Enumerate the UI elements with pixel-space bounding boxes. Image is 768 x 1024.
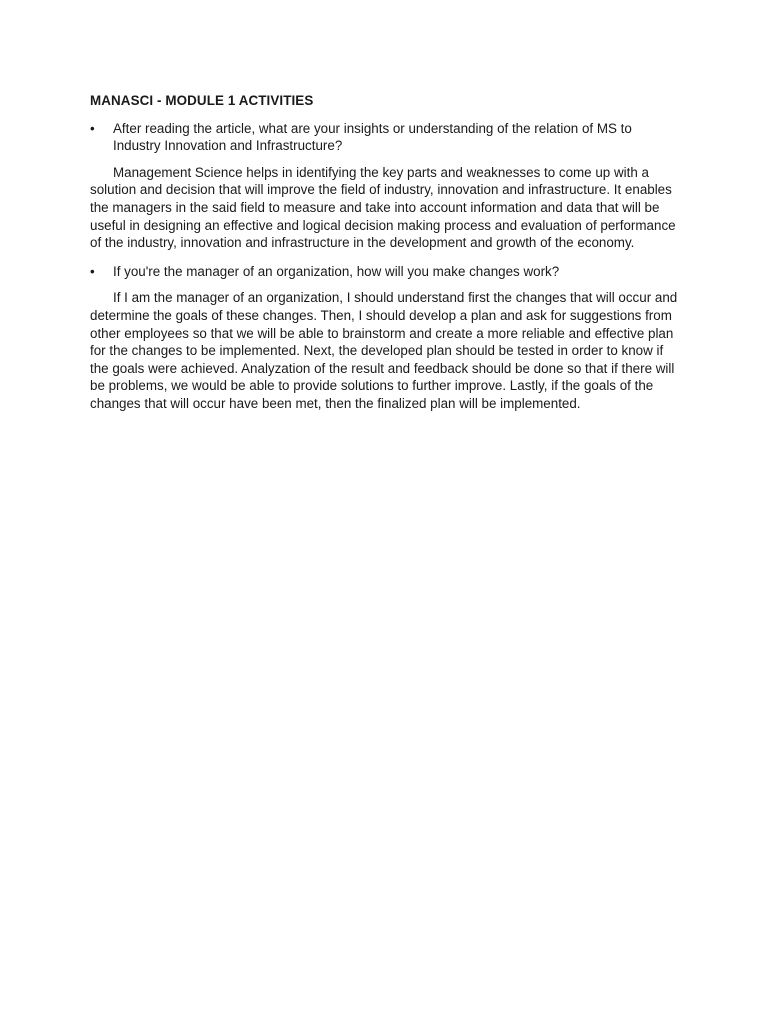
bullet-icon: • (90, 263, 95, 279)
answer-paragraph: Management Science helps in identifying the key parts and weaknesses to come up with a solution and decision that will improve the field of industry, innovation and infrastructure. It enables the managers in the said field to measure and take into account information and data that will be useful in designing an effective and logical decision making process and evaluation of performance of the industry, innovation and infrastructure in the development and growth of the economy. (90, 164, 676, 251)
question-text: After reading the article, what are your insights or understanding of the relation of MS to Industry Innovation and Infrastructure? (113, 120, 632, 154)
document-body (90, 92, 680, 424)
document-title: MANASCI - MODULE 1 ACTIVITIES (90, 93, 314, 108)
answer-paragraph: If I am the manager of an organization, I should understand first the changes that will occur and determine the goals of these changes. Then, I should develop a plan and ask for suggestions from other employees so that we will be able to brainstorm and create a more reliable and effective plan for the changes to be implemented. Next, the developed plan should be tested in order to know if the goals were achieved. Analyzation of the result and feedback should be done so that if there will be problems, we would be able to provide solutions to further improve. Lastly, if the goals of the changes that will occur have been met, then the finalized plan will be implemented. (90, 290, 678, 411)
bullet-icon: • (90, 120, 95, 136)
question-item (90, 120, 680, 155)
question-item (90, 263, 680, 281)
question-text: If you're the manager of an organization, how will you make changes work? (113, 263, 560, 279)
